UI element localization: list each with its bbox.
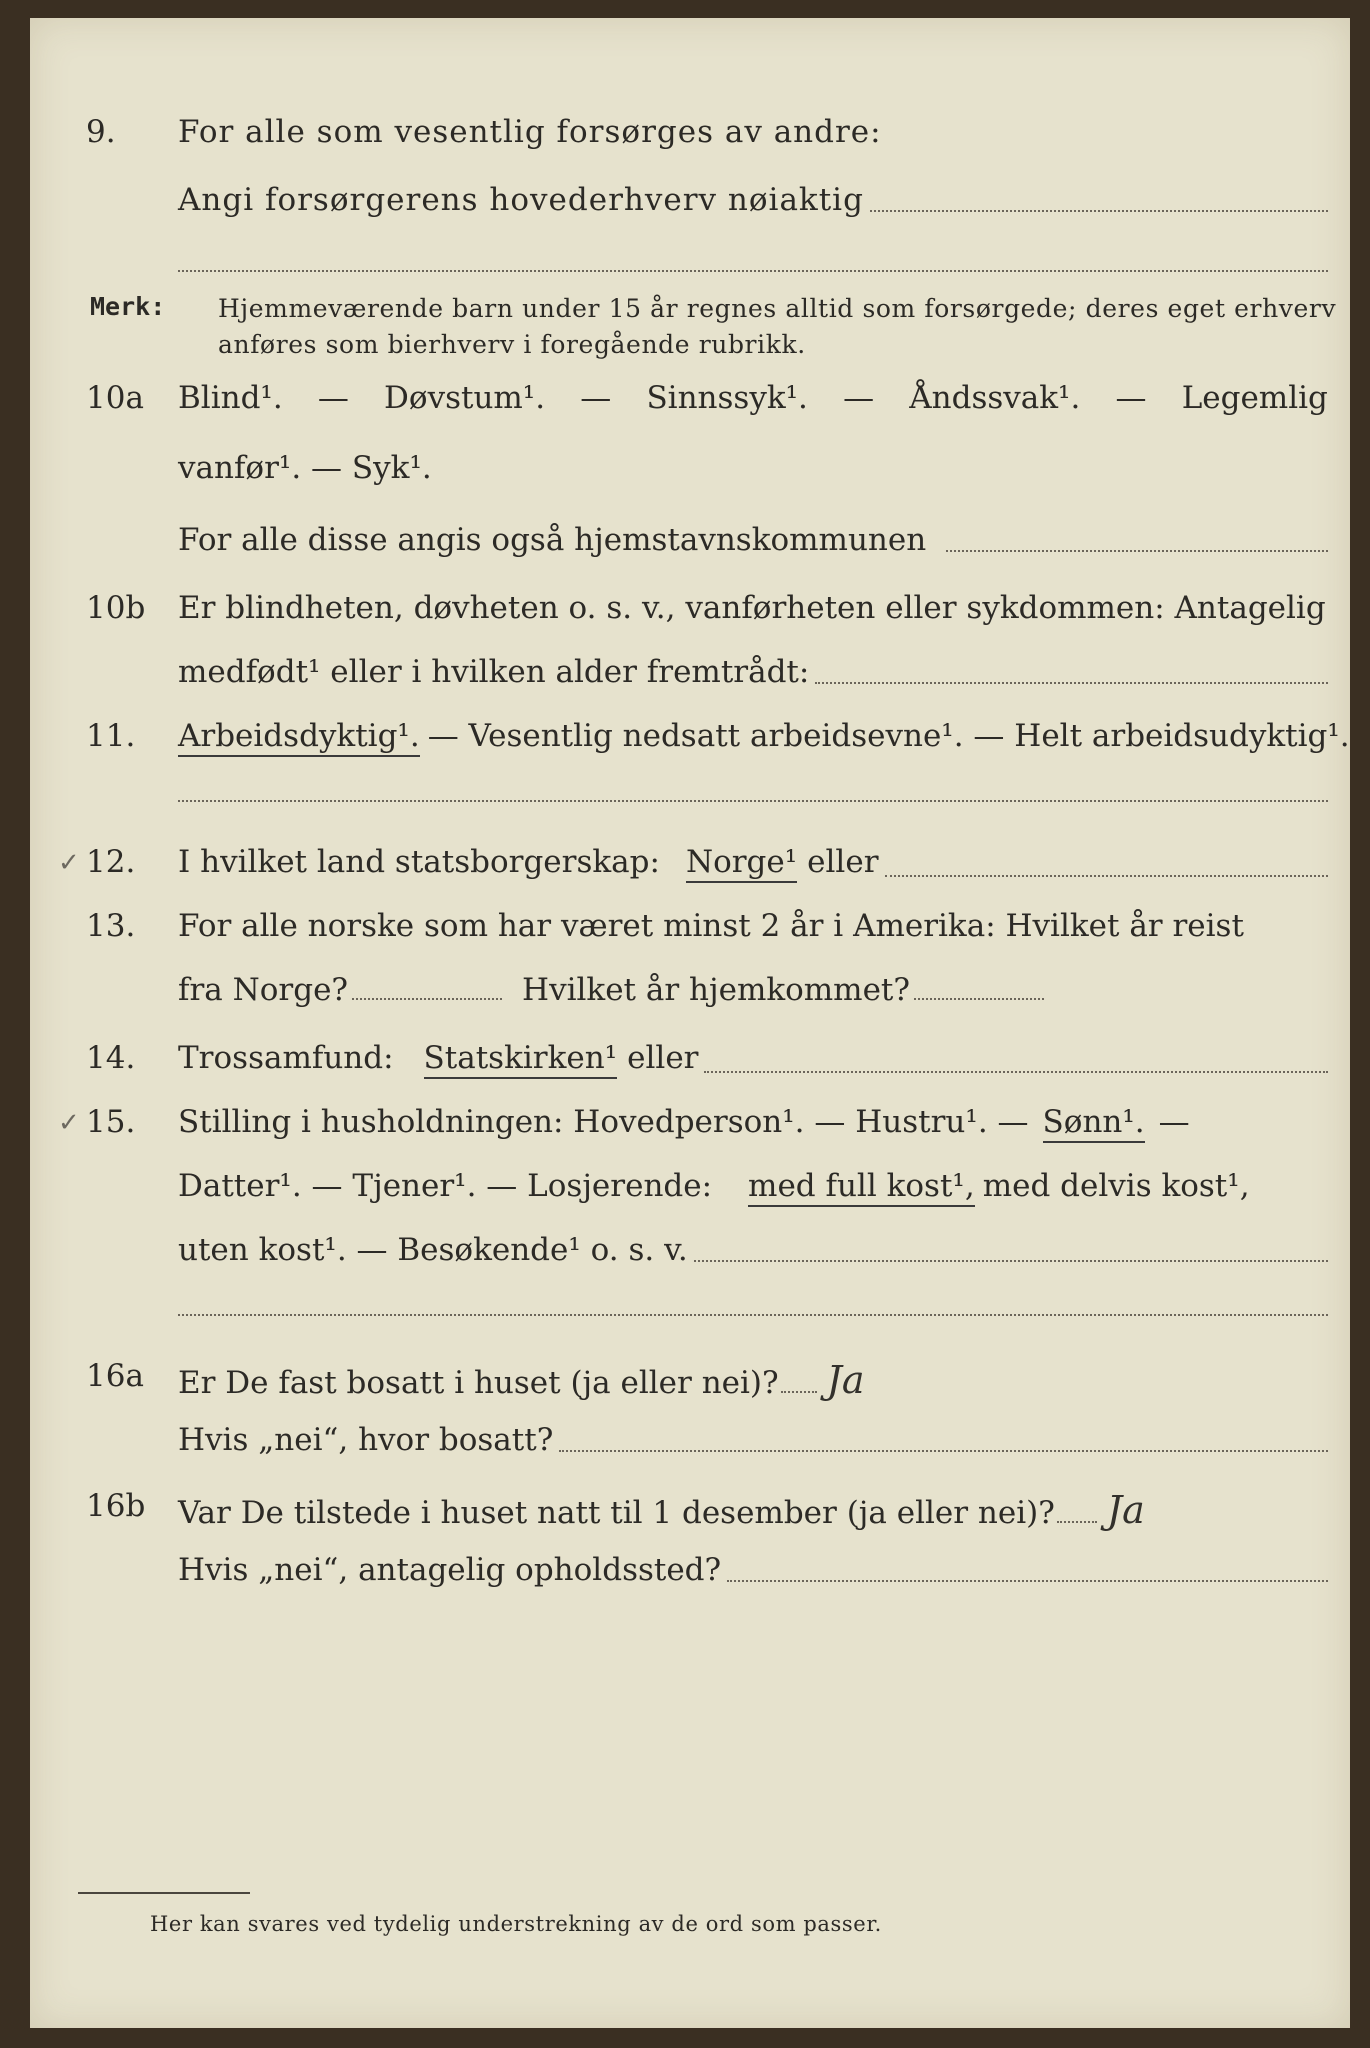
note-label: Merk: <box>90 292 166 321</box>
answer-dotted-line <box>870 209 1328 212</box>
q10b-line-1: Er blindheten, døvheten o. s. v., vanførheten eller sykdommen: Antagelig <box>178 590 1326 626</box>
dash: — <box>317 380 349 416</box>
q12-suffix: eller <box>807 844 879 880</box>
footnote-text: Her kan svares ved tydelig understrekning av de ord som passer. <box>150 1912 882 1936</box>
q13-return-year-prompt: Hvilket år hjemkommet? <box>522 972 911 1008</box>
dash: — <box>1158 1104 1190 1140</box>
answer-dotted-line <box>914 998 1044 1000</box>
q15-line-1 <box>178 1104 1328 1143</box>
q16b-followup-prompt: Hvis „nei“, antagelig opholdssted? <box>178 1552 722 1588</box>
q15-line-3[interactable] <box>178 1232 1328 1268</box>
option-sinnssyk[interactable]: Sinnssyk¹. <box>646 380 808 416</box>
q9-prompt: Angi forsørgerens hovederhverv nøiaktig <box>178 182 864 218</box>
q9-occupation-field[interactable] <box>178 182 1328 218</box>
footnote-rule <box>78 1892 250 1894</box>
question-number: 16a <box>86 1358 144 1394</box>
q10a-options <box>178 380 1328 416</box>
answer-dotted-line <box>352 998 502 1000</box>
answer-dotted-line <box>815 681 1328 684</box>
q13-line-2[interactable] <box>178 972 1044 1008</box>
dash: — <box>843 380 875 416</box>
option-delvis-kost[interactable]: med delvis kost¹, <box>982 1168 1250 1204</box>
q15-options-b[interactable]: Datter¹. — Tjener¹. — Losjerende: <box>178 1168 713 1204</box>
census-form-page <box>30 18 1350 2028</box>
handwritten-answer: Ja <box>1106 1488 1145 1532</box>
option-andssvak[interactable]: Åndssvak¹. <box>909 380 1081 416</box>
q15-options-c: uten kost¹. — Besøkende¹ o. s. v. <box>178 1232 688 1268</box>
question-number: 10b <box>86 590 146 626</box>
answer-dotted-line <box>704 1070 1328 1073</box>
option-full-kost-selected[interactable]: med full kost¹, <box>748 1168 975 1207</box>
q16a-resident-field[interactable] <box>178 1358 865 1402</box>
q10a-line-2[interactable] <box>178 450 1328 486</box>
q16b-prompt: Var De tilstede i huset natt til 1 desember (ja eller nei)? <box>178 1495 1055 1531</box>
q16b-present-field[interactable] <box>178 1488 1145 1532</box>
q11-options <box>178 718 1350 757</box>
q10b-age-field[interactable] <box>178 654 1328 690</box>
q15-options-a[interactable]: Stilling i husholdningen: Hovedperson¹. — Hustru¹. — <box>178 1104 1029 1140</box>
question-number: 11. <box>86 718 136 754</box>
note-line-2: anføres som bierhverv i foregående rubrikk. <box>218 330 806 359</box>
question-number: 10a <box>86 380 144 416</box>
option-sonn-selected[interactable]: Sønn¹. <box>1043 1104 1145 1143</box>
q13-left-year-prompt: fra Norge? <box>178 972 349 1008</box>
checkmark-icon: ✓ <box>58 1108 80 1138</box>
answer-dotted-line <box>727 1579 1328 1582</box>
answer-dotted-line <box>178 1314 1328 1316</box>
question-number: 14. <box>86 1040 136 1076</box>
q13-line-1: For alle norske som har været minst 2 år i Amerika: Hvilket år reist <box>178 908 1244 944</box>
answer-dotted-line <box>694 1259 1328 1262</box>
q16a-prompt: Er De fast bosatt i huset (ja eller nei)? <box>178 1365 779 1401</box>
option-legemlig[interactable]: Legemlig <box>1181 380 1328 416</box>
q14-prompt: Trossamfund: <box>178 1040 394 1076</box>
q9-text: For alle som vesentlig forsørges av andre: <box>178 114 882 150</box>
option-blind[interactable]: Blind¹. <box>178 380 283 416</box>
option-dovstum[interactable]: Døvstum¹. <box>384 380 546 416</box>
note-line-1: Hjemmeværende barn under 15 år regnes alltid som forsørgede; deres eget erhverv <box>218 294 1337 323</box>
answer-dotted-line <box>559 1449 1328 1452</box>
answer-dotted-line <box>1057 1521 1097 1523</box>
answer-dotted-line <box>178 270 1328 272</box>
question-number: 16b <box>86 1488 146 1524</box>
q14-suffix: eller <box>627 1040 699 1076</box>
q10b-prompt: medfødt¹ eller i hvilken alder fremtrådt: <box>178 654 810 690</box>
answer-dotted-line <box>885 874 1328 877</box>
answer-dotted-line <box>781 1391 817 1393</box>
dash: — <box>1115 380 1147 416</box>
q10a-hometown-field[interactable] <box>178 522 1328 558</box>
answer-dotted-line <box>946 549 1328 552</box>
question-number: 9. <box>86 114 116 150</box>
option-statskirken-selected[interactable]: Statskirken¹ <box>424 1040 618 1079</box>
option-norge-selected[interactable]: Norge¹ <box>686 844 797 883</box>
q10a-prompt: For alle disse angis også hjemstavnskommunen <box>178 522 927 558</box>
q16a-followup-prompt: Hvis „nei“, hvor bosatt? <box>178 1422 554 1458</box>
answer-dotted-line <box>178 800 1328 802</box>
question-number: 15. <box>86 1104 136 1140</box>
checkmark-icon: ✓ <box>58 848 80 878</box>
q11-other-options[interactable]: — Vesentlig nedsatt arbeidsevne¹. — Helt arbeidsudyktig¹. <box>427 718 1350 754</box>
q15-line-2 <box>178 1168 1250 1207</box>
option-arbeidsdyktig-selected[interactable]: Arbeidsdyktig¹. <box>178 718 420 757</box>
question-number: 13. <box>86 908 136 944</box>
option-vanfor-syk: vanfør¹. — Syk¹. <box>178 450 432 486</box>
q16b-location-field[interactable] <box>178 1552 1328 1588</box>
q14-religion-field[interactable] <box>178 1040 1328 1079</box>
q12-prompt: I hvilket land statsborgerskap: <box>178 844 660 880</box>
question-number: 12. <box>86 844 136 880</box>
dash: — <box>580 380 612 416</box>
handwritten-answer: Ja <box>826 1358 865 1402</box>
q16a-address-field[interactable] <box>178 1422 1328 1458</box>
q12-citizenship-field[interactable] <box>178 844 1328 883</box>
